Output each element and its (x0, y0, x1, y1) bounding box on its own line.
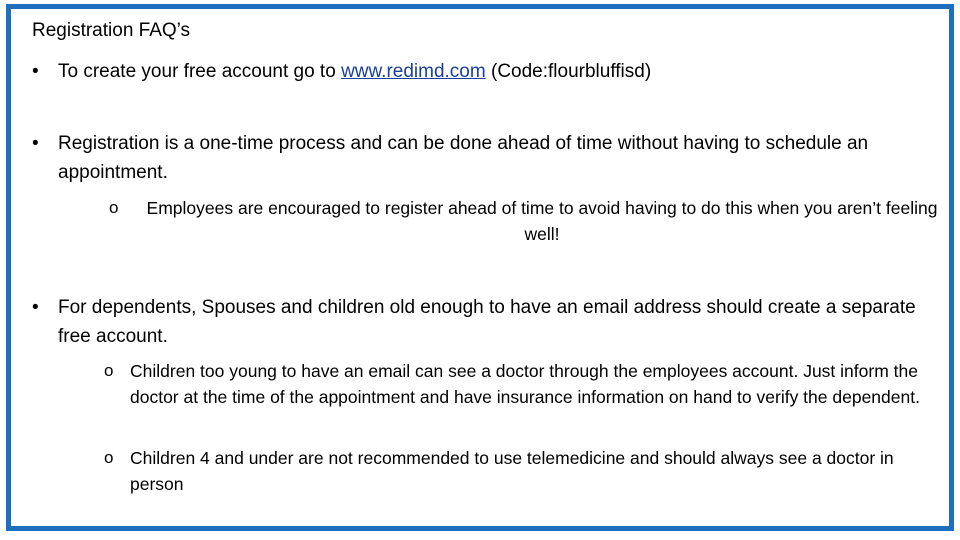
redimd-link[interactable]: www.redimd.com (341, 61, 486, 82)
bullet-text (58, 57, 950, 86)
sub-bullet-marker: o (109, 198, 119, 217)
bullet-marker: • (32, 61, 39, 82)
sub-bullet-text: Employees are encouraged to register ahead of time to avoid having to do this when you aren’t feeling well! (146, 198, 938, 244)
sub-bullet-marker: o (104, 361, 114, 380)
bullet-suffix: (Code:flourbluffisd) (485, 61, 652, 82)
bullet-text: For dependents, Spouses and children old enough to have an email address should create a separate free account. (58, 297, 916, 347)
slide-title: Registration FAQ’s (32, 20, 191, 41)
sub-bullet-text: Children 4 and under are not recommended to use telemedicine and should always see a doctor in person (130, 448, 894, 494)
bullet-marker: • (32, 133, 39, 154)
bullet-prefix: To create your free account go to (58, 61, 342, 82)
bullet-marker: • (32, 297, 39, 318)
sub-bullet-text: Children too young to have an email can see a doctor through the employees account. Just inform the doctor at the time of the appointment and have insurance information on hand to verify the dependent. (130, 361, 920, 407)
bullet-text: Registration is a one-time process and can be done ahead of time without having to schedule an appointment. (58, 133, 869, 183)
slide-frame (6, 4, 954, 531)
sub-bullet-marker: o (104, 448, 114, 467)
